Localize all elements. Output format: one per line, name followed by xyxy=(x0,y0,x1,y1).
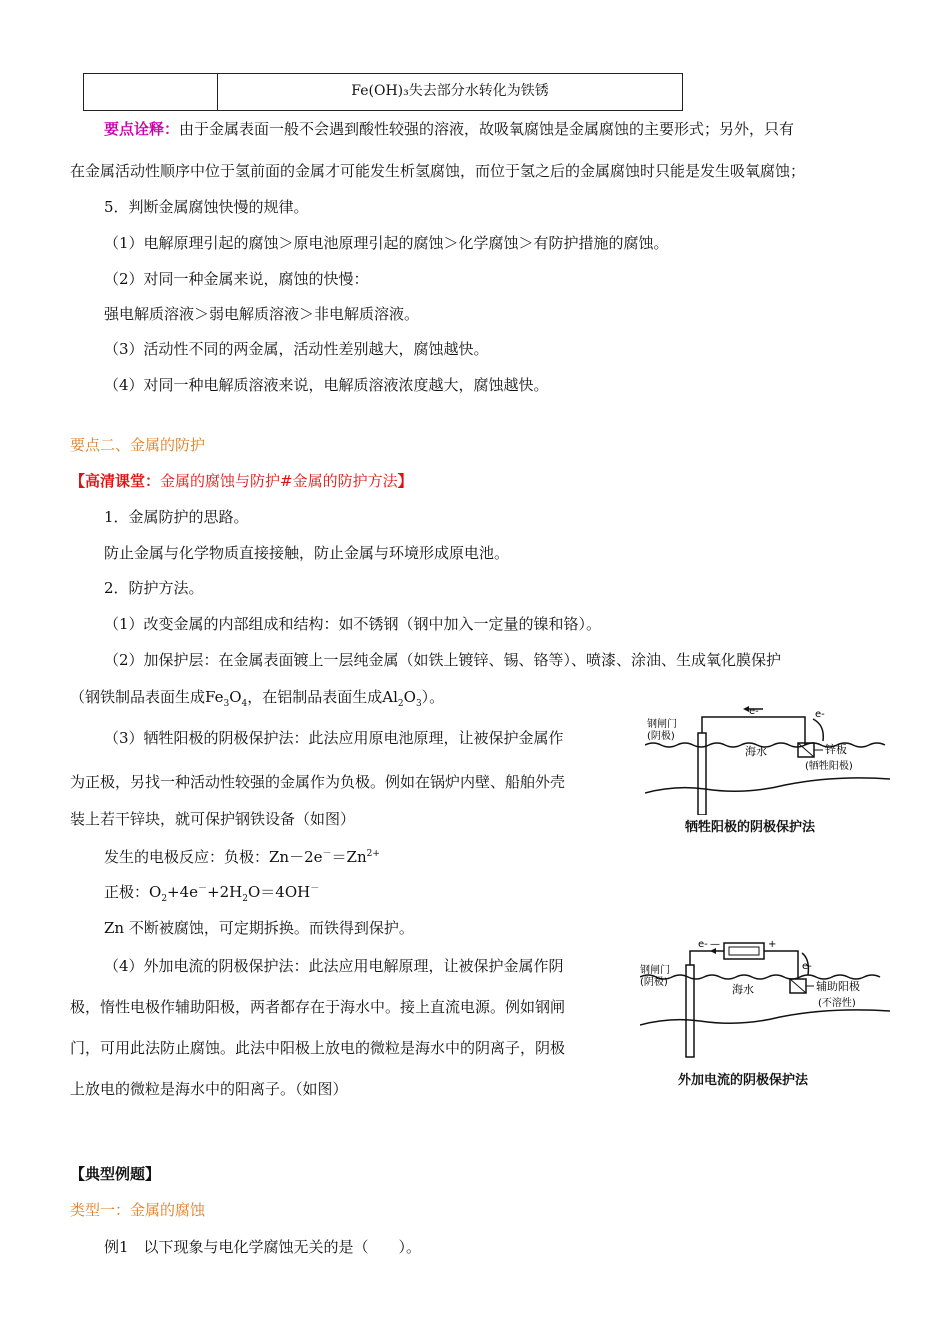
hd-class-line xyxy=(70,470,413,491)
method-2: （2）加保护层：在金属表面镀上一层纯金属（如铁上镀锌、锡、铬等）、喷漆、涂油、生成氧化膜保护 xyxy=(104,651,782,669)
hd-text: 金属的腐蚀与防护#金属的防护方法 xyxy=(160,472,398,490)
wire-left xyxy=(690,951,724,965)
note-text-1: 由于金属表面一般不会遇到酸性较强的溶液，故吸氧腐蚀是金属腐蚀的主要形式；另外，只有 xyxy=(179,120,795,138)
r1-a: 发生的电极反应：负极：Zn－2e xyxy=(104,848,323,866)
impressed-current-diagram xyxy=(640,935,890,1060)
m2b-sub2: 4 xyxy=(241,699,248,709)
note-line-2: 在金属活动性顺序中位于氢前面的金属才可能发生析氢腐蚀，而位于氢之后的金属腐蚀时只能是发生吸氧腐蚀； xyxy=(70,162,806,180)
note-label: 要点诠释： xyxy=(104,120,180,138)
m2b-b: O xyxy=(229,688,242,706)
r1-sup2: 2+ xyxy=(366,849,380,859)
r2-sub1: 2 xyxy=(161,894,168,904)
type1-heading: 类型一：金属的腐蚀 xyxy=(70,1201,206,1219)
method-3a: （3）牺牲阳极的阴极保护法：此法应用原电池原理，让被保护金属作 xyxy=(104,729,564,747)
minus-label: — xyxy=(710,939,720,950)
rules-item-1: （1）电解原理引起的腐蚀＞原电池原理引起的腐蚀＞化学腐蚀＞有防护措施的腐蚀。 xyxy=(104,234,669,252)
hd-open: 【 xyxy=(70,472,86,490)
table-row xyxy=(83,73,683,111)
reaction-note: Zn 不断被腐蚀，可定期拆换。而铁得到保护。 xyxy=(104,919,414,937)
rules-item-4: （4）对同一种电解质溶液来说，电解质溶液浓度越大，腐蚀越快。 xyxy=(104,376,549,394)
gate-label-2: (阴极) xyxy=(647,731,675,742)
water-label: 海水 xyxy=(745,745,767,758)
wire xyxy=(702,717,805,745)
gate-label-2: (阴极) xyxy=(640,977,668,988)
section-heading: 要点二、金属的防护 xyxy=(70,436,206,454)
electron-label-top: e- xyxy=(749,706,759,717)
rules-item-2b: 强电解质溶液＞弱电解质溶液＞非电解质溶液。 xyxy=(104,305,420,323)
steel-gate xyxy=(698,733,706,815)
m2b-sub1: 3 xyxy=(223,699,230,709)
r2-c: +2H xyxy=(207,883,243,901)
method-3b: 为正极，另找一种活动性较强的金属作为负极。例如在锅炉内壁、船舶外壳 xyxy=(70,773,566,791)
sacrificial-anode-diagram xyxy=(645,705,890,815)
protect-p2: 2．防护方法。 xyxy=(104,579,204,597)
r1-b: ＝Zn xyxy=(331,848,367,866)
power-inner xyxy=(729,947,759,955)
r2-a: 正极：O xyxy=(104,883,162,901)
seabed xyxy=(640,1010,890,1025)
reaction-negative xyxy=(104,846,380,867)
electron-label-top: e- xyxy=(698,939,708,950)
anode-label-2: (不溶性) xyxy=(818,998,856,1009)
electron-label-right: e- xyxy=(815,709,825,720)
rules-item-3: （3）活动性不同的两金属，活动性差别越大，腐蚀越快。 xyxy=(104,340,489,358)
hd-close: 】 xyxy=(397,472,413,490)
method-4b: 极，惰性电极作辅助阳极，两者都存在于海水中。接上直流电源。例如钢闸 xyxy=(70,998,566,1016)
r2-d: O＝4OH xyxy=(248,883,311,901)
dc-power-source xyxy=(724,943,764,959)
seabed xyxy=(645,778,890,793)
r2-sub2: 2 xyxy=(242,894,248,904)
curved-arrow xyxy=(813,719,823,741)
note-line-1 xyxy=(104,118,794,139)
anode-label-1: 辅助阳极 xyxy=(816,980,860,993)
gate-label-1: 钢闸门 xyxy=(647,719,677,730)
m2b-sub3: 2 xyxy=(397,699,404,709)
protect-p1b: 防止金属与化学物质直接接触，防止金属与环境形成原电池。 xyxy=(104,544,510,562)
anode-label-1: 锌板 xyxy=(825,743,847,756)
m2b-sub4: 3 xyxy=(415,699,422,709)
water-surface xyxy=(640,975,880,979)
figure2-caption: 外加电流的阴极保护法 xyxy=(678,1073,809,1088)
figure1-caption: 牺牲阳极的阴极保护法 xyxy=(685,820,816,835)
table-cell: Fe(OH)₃失去部分水转化为铁锈 xyxy=(351,83,549,99)
method-2b xyxy=(70,686,444,709)
anode-label-2: (牺牲阳极) xyxy=(805,761,853,772)
method-4d: 上放电的微粒是海水中的阳离子。（如图） xyxy=(70,1080,348,1098)
method-3c: 装上若干锌块，就可保护钢铁设备（如图） xyxy=(70,810,356,828)
hd-label: 高清课堂： xyxy=(85,472,161,490)
m2b-c: ，在铝制品表面生成Al xyxy=(247,688,398,706)
wire-right xyxy=(764,951,798,979)
r2-b: +4e xyxy=(167,883,199,901)
r2-sup2: － xyxy=(310,884,320,894)
protect-p1: 1．金属防护的思路。 xyxy=(104,508,249,526)
method-4a: （4）外加电流的阴极保护法：此法应用电解原理，让被保护金属作阴 xyxy=(104,957,564,975)
r2-sup1: － xyxy=(198,884,208,894)
plus-label: + xyxy=(768,939,777,950)
method-4c: 门，可用此法防止腐蚀。此法中阳极上放电的微粒是海水中的阴离子，阴极 xyxy=(70,1039,566,1057)
method-1: （1）改变金属的内部组成和结构：如不锈钢（钢中加入一定量的镍和铬）。 xyxy=(104,615,602,633)
example-1: 例1 以下现象与电化学腐蚀无关的是（ ）。 xyxy=(104,1238,422,1256)
rules-heading: 5．判断金属腐蚀快慢的规律。 xyxy=(104,198,309,216)
anode-hatch xyxy=(790,979,806,993)
water-label: 海水 xyxy=(732,983,754,996)
m2b-d: O xyxy=(403,688,416,706)
examples-heading: 【典型例题】 xyxy=(70,1165,161,1183)
gate-label-1: 钢闸门 xyxy=(640,965,670,976)
reaction-positive xyxy=(104,881,319,904)
rules-item-2: （2）对同一种金属来说，腐蚀的快慢： xyxy=(104,270,369,288)
r1-sup1: － xyxy=(322,849,332,859)
m2b-e: ）。 xyxy=(421,688,445,706)
electron-label-right: e- xyxy=(802,961,812,972)
m2b-a: （钢铁制品表面生成Fe xyxy=(70,688,224,706)
